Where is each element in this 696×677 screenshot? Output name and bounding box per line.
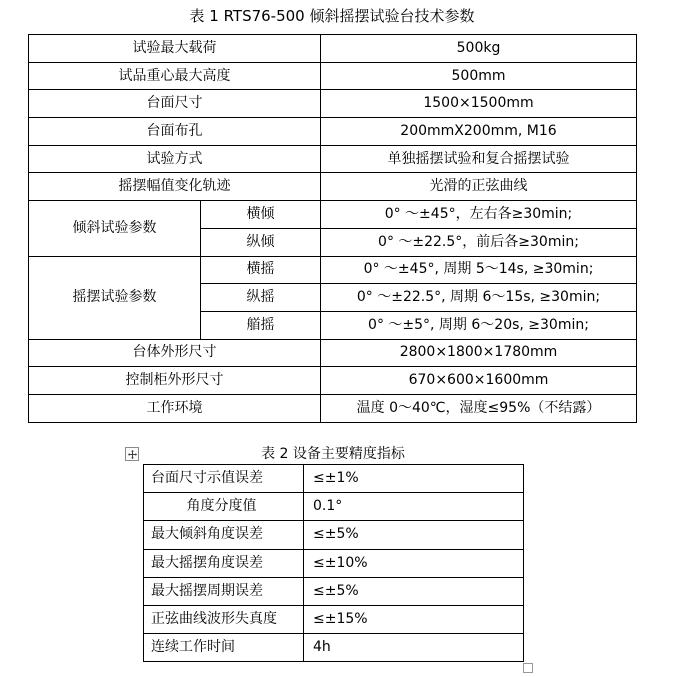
spec-value[interactable]: 1500×1500mm — [321, 90, 637, 118]
table-row — [144, 493, 524, 521]
table-row — [29, 145, 637, 173]
table-row — [29, 339, 637, 367]
table-row — [144, 465, 524, 493]
table1-caption[interactable]: 表 1 RTS76-500 倾斜摇摆试验台技术参数 — [189, 7, 475, 25]
precision-value[interactable]: ≤±10% — [304, 549, 524, 577]
table-row — [29, 394, 637, 422]
table-row — [29, 62, 637, 90]
spec-value[interactable]: 500kg — [321, 35, 637, 63]
spec-value[interactable]: 500mm — [321, 62, 637, 90]
precision-label[interactable]: 正弦曲线波形失真度 — [144, 605, 304, 633]
specs-table — [28, 34, 637, 423]
spec-value[interactable]: 单独摇摆试验和复合摇摆试验 — [321, 145, 637, 173]
spec-sub-label[interactable]: 纵摇 — [201, 284, 321, 312]
precision-value[interactable]: ≤±5% — [304, 521, 524, 549]
spec-sub-label[interactable]: 横倾 — [201, 201, 321, 229]
spec-label[interactable]: 试品重心最大高度 — [29, 62, 321, 90]
table2-caption[interactable]: 表 2 设备主要精度指标 — [261, 446, 405, 462]
precision-value[interactable]: 0.1° — [304, 493, 524, 521]
table-row — [144, 634, 524, 662]
spec-value[interactable]: 0° ～±22.5°, 周期 6～15s, ≥30min; — [321, 284, 637, 312]
precision-label[interactable]: 最大摇摆周期误差 — [144, 577, 304, 605]
table-row — [144, 577, 524, 605]
spec-label[interactable]: 工作环境 — [29, 394, 321, 422]
spec-label[interactable]: 台体外形尺寸 — [29, 339, 321, 367]
spec-value[interactable]: 0° ～±45°, 周期 5～14s, ≥30min; — [321, 256, 637, 284]
precision-value[interactable]: ≤±1% — [304, 465, 524, 493]
table-row — [29, 90, 637, 118]
table-row — [29, 256, 637, 284]
table-row — [29, 35, 637, 63]
spec-group-label[interactable]: 倾斜试验参数 — [29, 201, 201, 256]
spec-label[interactable]: 台面布孔 — [29, 118, 321, 146]
precision-table — [143, 464, 524, 662]
precision-label[interactable]: 最大摇摆角度误差 — [144, 549, 304, 577]
four-arrows-icon — [128, 450, 137, 459]
table-row — [144, 549, 524, 577]
precision-label[interactable]: 最大倾斜角度误差 — [144, 521, 304, 549]
precision-label[interactable]: 台面尺寸示值误差 — [144, 465, 304, 493]
table-row — [29, 118, 637, 146]
table-resize-handle[interactable] — [523, 663, 533, 673]
spec-value[interactable]: 温度 0～40℃，湿度≤95%（不结露） — [321, 394, 637, 422]
spec-value[interactable]: 0° ～±45°，左右各≥30min; — [321, 201, 637, 229]
spec-sub-label[interactable]: 艏摇 — [201, 311, 321, 339]
table-row — [29, 201, 637, 229]
table-row — [29, 367, 637, 395]
spec-label[interactable]: 摇摆幅值变化轨迹 — [29, 173, 321, 201]
spec-value[interactable]: 2800×1800×1780mm — [321, 339, 637, 367]
spec-sub-label[interactable]: 横摇 — [201, 256, 321, 284]
table-row — [144, 521, 524, 549]
table-move-handle-icon[interactable] — [125, 447, 139, 461]
spec-value[interactable]: 200mmX200mm, M16 — [321, 118, 637, 146]
precision-label[interactable]: 角度分度值 — [144, 493, 304, 521]
spec-label[interactable]: 控制柜外形尺寸 — [29, 367, 321, 395]
spec-value[interactable]: 0° ～±5°, 周期 6～20s, ≥30min; — [321, 311, 637, 339]
spec-label[interactable]: 试验方式 — [29, 145, 321, 173]
table-row — [29, 173, 637, 201]
precision-value[interactable]: 4h — [304, 634, 524, 662]
precision-value[interactable]: ≤±15% — [304, 605, 524, 633]
spec-label[interactable]: 试验最大载荷 — [29, 35, 321, 63]
spec-value[interactable]: 0° ～±22.5°，前后各≥30min; — [321, 228, 637, 256]
precision-label[interactable]: 连续工作时间 — [144, 634, 304, 662]
spec-group-label[interactable]: 摇摆试验参数 — [29, 256, 201, 339]
table-row — [144, 605, 524, 633]
spec-label[interactable]: 台面尺寸 — [29, 90, 321, 118]
spec-value[interactable]: 光滑的正弦曲线 — [321, 173, 637, 201]
spec-sub-label[interactable]: 纵倾 — [201, 228, 321, 256]
precision-value[interactable]: ≤±5% — [304, 577, 524, 605]
spec-value[interactable]: 670×600×1600mm — [321, 367, 637, 395]
